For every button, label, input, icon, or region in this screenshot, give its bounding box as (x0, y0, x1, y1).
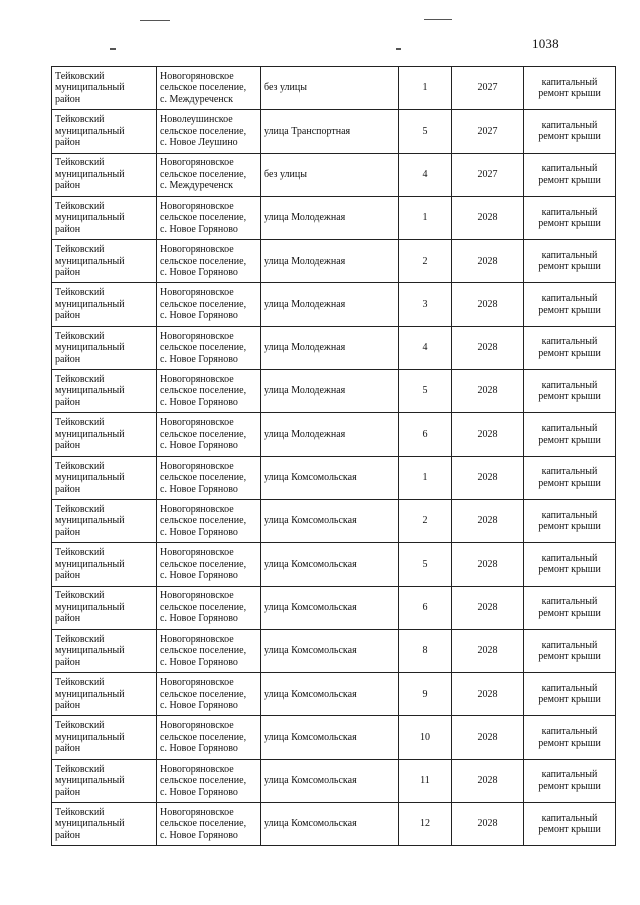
house-number-text: 4 (422, 168, 428, 180)
district-cell (52, 153, 157, 196)
work-type-cell (524, 153, 616, 196)
house-number-text: 1 (422, 82, 428, 94)
house-number-text: 10 (420, 731, 430, 743)
work-type-text: капитальный ремонт крыши (538, 682, 601, 706)
year-cell (452, 456, 524, 499)
work-type-text: капитальный ремонт крыши (538, 552, 601, 576)
house-number-text: 1 (422, 212, 428, 224)
district-text: Тейковский муниципальный район (55, 547, 125, 582)
house-number-cell (399, 240, 452, 283)
district-text: Тейковский муниципальный район (55, 677, 125, 712)
year-cell (452, 413, 524, 456)
house-number-text: 6 (422, 428, 428, 440)
house-number-cell (399, 716, 452, 759)
work-type-cell (524, 283, 616, 326)
street-text: улица Молодежная (264, 385, 346, 397)
settlement-cell (157, 67, 261, 110)
settlement-text: Новогоряновское сельское поселение, с. Новое Горяново (160, 200, 247, 235)
district-cell (52, 283, 157, 326)
district-cell (52, 110, 157, 153)
house-number-cell (399, 629, 452, 672)
work-type-text: капитальный ремонт крыши (538, 769, 601, 792)
district-cell (52, 240, 157, 283)
street-text: улица Молодежная (264, 255, 346, 267)
work-type-cell (524, 456, 616, 499)
house-number-cell (399, 673, 452, 716)
work-type-cell (524, 586, 616, 629)
district-cell (52, 370, 157, 413)
district-cell (52, 673, 157, 716)
district-cell (52, 759, 157, 802)
district-cell (52, 629, 157, 672)
year-cell (452, 803, 524, 846)
table-row (52, 629, 616, 672)
street-cell (261, 803, 399, 846)
work-type-cell (524, 110, 616, 153)
settlement-cell (157, 586, 261, 629)
year-text: 2028 (477, 298, 498, 310)
settlement-text: Новогоряновское сельское поселение, с. Новое Горяново (160, 503, 247, 538)
year-cell (452, 586, 524, 629)
year-cell (452, 759, 524, 802)
street-cell (261, 67, 399, 110)
street-text: улица Комсомольская (264, 731, 357, 743)
street-cell (261, 673, 399, 716)
work-type-text: капитальный ремонт крыши (538, 423, 601, 446)
street-cell (261, 759, 399, 802)
district-cell (52, 456, 157, 499)
settlement-text: Новогоряновское сельское поселение, с. Новое Горяново (160, 244, 247, 279)
year-cell (452, 240, 524, 283)
house-number-text: 5 (422, 558, 428, 570)
settlement-cell (157, 283, 261, 326)
table-row (52, 759, 616, 802)
table-row (52, 196, 616, 239)
year-text: 2028 (477, 688, 498, 700)
district-text: Тейковский муниципальный район (55, 200, 125, 235)
settlement-text: Новогоряновское сельское поселение, с. Новое Горяново (160, 633, 247, 668)
work-type-cell (524, 673, 616, 716)
district-cell (52, 499, 157, 542)
house-number-cell (399, 67, 452, 110)
settlement-text: Новогоряновское сельское поселение, с. Новое Горяново (160, 460, 247, 495)
settlement-cell (157, 629, 261, 672)
street-cell (261, 240, 399, 283)
work-type-text: капитальный ремонт крыши (538, 163, 601, 186)
district-text: Тейковский муниципальный район (55, 287, 125, 322)
street-text: улица Комсомольская (264, 818, 357, 830)
table-row (52, 67, 616, 110)
work-type-cell (524, 629, 616, 672)
table-row (52, 283, 616, 326)
settlement-cell (157, 240, 261, 283)
house-number-text: 9 (422, 688, 428, 700)
house-number-cell (399, 283, 452, 326)
work-type-cell (524, 326, 616, 369)
settlement-text: Новогоряновское сельское поселение, с. Новое Горяново (160, 330, 247, 365)
street-cell (261, 716, 399, 759)
table-row (52, 456, 616, 499)
street-cell (261, 456, 399, 499)
house-number-text: 12 (420, 818, 430, 830)
house-number-cell (399, 759, 452, 802)
house-number-cell (399, 413, 452, 456)
settlement-text: Новогоряновское сельское поселение, с. Новое Горяново (160, 590, 247, 625)
street-text: улица Молодежная (264, 342, 346, 354)
table-row (52, 543, 616, 586)
street-text: улица Молодежная (264, 428, 346, 440)
scan-mark (424, 19, 452, 20)
house-number-text: 2 (422, 255, 428, 267)
district-cell (52, 716, 157, 759)
house-number-text: 6 (422, 601, 428, 613)
house-number-text: 8 (422, 645, 428, 657)
work-type-text: капитальный ремонт крыши (538, 379, 601, 403)
district-cell (52, 543, 157, 586)
year-text: 2028 (477, 818, 498, 830)
district-text: Тейковский муниципальный район (55, 417, 125, 452)
district-text: Тейковский муниципальный район (55, 244, 125, 279)
work-type-text: капитальный ремонт крыши (538, 466, 601, 489)
street-text: улица Молодежная (264, 212, 346, 224)
district-cell (52, 196, 157, 239)
settlement-cell (157, 673, 261, 716)
district-text: Тейковский муниципальный район (55, 157, 125, 192)
house-number-cell (399, 153, 452, 196)
street-cell (261, 629, 399, 672)
settlement-text: Новогоряновское сельское поселение, с. Новое Горяново (160, 763, 247, 798)
year-cell (452, 673, 524, 716)
records-table (51, 66, 616, 846)
house-number-text: 11 (420, 775, 430, 787)
year-text: 2027 (477, 125, 498, 137)
year-text: 2028 (477, 645, 498, 657)
year-cell (452, 110, 524, 153)
street-cell (261, 543, 399, 586)
district-text: Тейковский муниципальный район (55, 633, 125, 668)
house-number-text: 5 (422, 125, 428, 137)
settlement-text: Новогоряновское сельское поселение, с. Новое Горяново (160, 547, 247, 582)
year-text: 2028 (477, 731, 498, 743)
district-text: Тейковский муниципальный район (55, 330, 125, 365)
house-number-cell (399, 196, 452, 239)
work-type-text: капитальный ремонт крыши (538, 726, 601, 749)
district-text: Тейковский муниципальный район (55, 373, 125, 408)
year-cell (452, 153, 524, 196)
table-row (52, 153, 616, 196)
table-row (52, 240, 616, 283)
house-number-text: 4 (422, 342, 428, 354)
settlement-cell (157, 326, 261, 369)
year-text: 2028 (477, 558, 498, 570)
district-text: Тейковский муниципальный район (55, 460, 125, 495)
settlement-cell (157, 153, 261, 196)
street-cell (261, 153, 399, 196)
year-cell (452, 499, 524, 542)
district-cell (52, 803, 157, 846)
work-type-text: капитальный ремонт крыши (538, 293, 601, 316)
work-type-cell (524, 543, 616, 586)
house-number-cell (399, 543, 452, 586)
year-text: 2028 (477, 601, 498, 613)
work-type-text: капитальный ремонт крыши (538, 206, 601, 230)
scan-mark (110, 48, 116, 50)
work-type-cell (524, 413, 616, 456)
street-text: улица Комсомольская (264, 688, 357, 700)
house-number-cell (399, 110, 452, 153)
year-text: 2028 (477, 515, 498, 527)
settlement-text: Новогоряновское сельское поселение, с. Междуреченск (160, 157, 247, 192)
table-row (52, 803, 616, 846)
work-type-text: капитальный ремонт крыши (538, 509, 601, 533)
street-text: без улицы (264, 82, 307, 94)
work-type-text: капитальный ремонт крыши (538, 336, 601, 359)
house-number-text: 5 (422, 385, 428, 397)
street-cell (261, 196, 399, 239)
district-text: Тейковский муниципальный район (55, 114, 125, 149)
year-text: 2027 (477, 168, 498, 180)
settlement-cell (157, 499, 261, 542)
street-cell (261, 326, 399, 369)
house-number-cell (399, 586, 452, 629)
year-text: 2028 (477, 428, 498, 440)
table-row (52, 586, 616, 629)
settlement-cell (157, 196, 261, 239)
work-type-cell (524, 499, 616, 542)
settlement-text: Новогоряновское сельское поселение, с. Новое Горяново (160, 806, 247, 841)
table-row (52, 326, 616, 369)
street-cell (261, 110, 399, 153)
work-type-cell (524, 67, 616, 110)
work-type-cell (524, 716, 616, 759)
house-number-text: 2 (422, 515, 428, 527)
year-cell (452, 67, 524, 110)
street-text: улица Комсомольская (264, 472, 357, 484)
work-type-text: капитальный ремонт крыши (538, 639, 601, 662)
district-cell (52, 586, 157, 629)
work-type-cell (524, 370, 616, 413)
settlement-text: Новогоряновское сельское поселение, с. Новое Горяново (160, 720, 247, 755)
house-number-cell (399, 370, 452, 413)
work-type-text: капитальный ремонт крыши (538, 249, 601, 273)
house-number-text: 3 (422, 298, 428, 310)
scan-mark (396, 48, 401, 50)
street-text: улица Комсомольская (264, 775, 357, 787)
street-text: улица Комсомольская (264, 601, 357, 613)
year-text: 2028 (477, 342, 498, 354)
settlement-text: Новогоряновское сельское поселение, с. Новое Горяново (160, 287, 247, 322)
work-type-text: капитальный ремонт крыши (538, 119, 601, 143)
street-cell (261, 499, 399, 542)
settlement-cell (157, 110, 261, 153)
street-text: улица Молодежная (264, 298, 346, 310)
work-type-text: капитальный ремонт крыши (538, 596, 601, 619)
settlement-cell (157, 413, 261, 456)
street-cell (261, 370, 399, 413)
table-row (52, 110, 616, 153)
table-row (52, 370, 616, 413)
street-cell (261, 283, 399, 326)
district-text: Тейковский муниципальный район (55, 70, 125, 105)
year-cell (452, 370, 524, 413)
work-type-cell (524, 196, 616, 239)
settlement-text: Новогоряновское сельское поселение, с. Новое Горяново (160, 373, 247, 408)
year-cell (452, 196, 524, 239)
work-type-cell (524, 803, 616, 846)
year-text: 2028 (477, 255, 498, 267)
year-cell (452, 629, 524, 672)
year-cell (452, 716, 524, 759)
district-cell (52, 67, 157, 110)
district-cell (52, 413, 157, 456)
settlement-cell (157, 803, 261, 846)
street-text: улица Транспортная (264, 125, 351, 137)
house-number-text: 1 (422, 472, 428, 484)
street-text: без улицы (264, 168, 307, 180)
district-text: Тейковский муниципальный район (55, 720, 125, 755)
district-text: Тейковский муниципальный район (55, 806, 125, 841)
scan-mark (140, 20, 170, 21)
year-text: 2028 (477, 212, 498, 224)
settlement-cell (157, 456, 261, 499)
page-number: 1038 (532, 36, 559, 51)
year-text: 2028 (477, 385, 498, 397)
work-type-cell (524, 240, 616, 283)
house-number-cell (399, 326, 452, 369)
house-number-cell (399, 499, 452, 542)
settlement-text: Новогоряновское сельское поселение, с. Новое Горяново (160, 417, 247, 452)
table-row (52, 413, 616, 456)
district-text: Тейковский муниципальный район (55, 590, 125, 625)
settlement-cell (157, 716, 261, 759)
year-text: 2027 (477, 82, 498, 94)
settlement-cell (157, 759, 261, 802)
street-cell (261, 586, 399, 629)
table-row (52, 716, 616, 759)
table-row (52, 673, 616, 716)
settlement-text: Новогоряновское сельское поселение, с. Междуреченск (160, 70, 247, 105)
settlement-text: Новогоряновское сельское поселение, с. Новое Горяново (160, 677, 247, 712)
year-cell (452, 283, 524, 326)
district-text: Тейковский муниципальный район (55, 763, 125, 798)
year-text: 2028 (477, 775, 498, 787)
year-cell (452, 326, 524, 369)
house-number-cell (399, 456, 452, 499)
settlement-text: Новолеушинское сельское поселение, с. Новое Леушино (160, 114, 247, 149)
work-type-text: капитальный ремонт крыши (538, 812, 601, 836)
street-text: улица Комсомольская (264, 558, 357, 570)
district-cell (52, 326, 157, 369)
street-text: улица Комсомольская (264, 515, 357, 527)
settlement-cell (157, 543, 261, 586)
work-type-text: капитальный ремонт крыши (538, 76, 601, 100)
year-cell (452, 543, 524, 586)
table-row (52, 499, 616, 542)
year-text: 2028 (477, 472, 498, 484)
records-table-body (52, 67, 616, 846)
house-number-cell (399, 803, 452, 846)
street-text: улица Комсомольская (264, 645, 357, 657)
settlement-cell (157, 370, 261, 413)
district-text: Тейковский муниципальный район (55, 503, 125, 538)
work-type-cell (524, 759, 616, 802)
street-cell (261, 413, 399, 456)
